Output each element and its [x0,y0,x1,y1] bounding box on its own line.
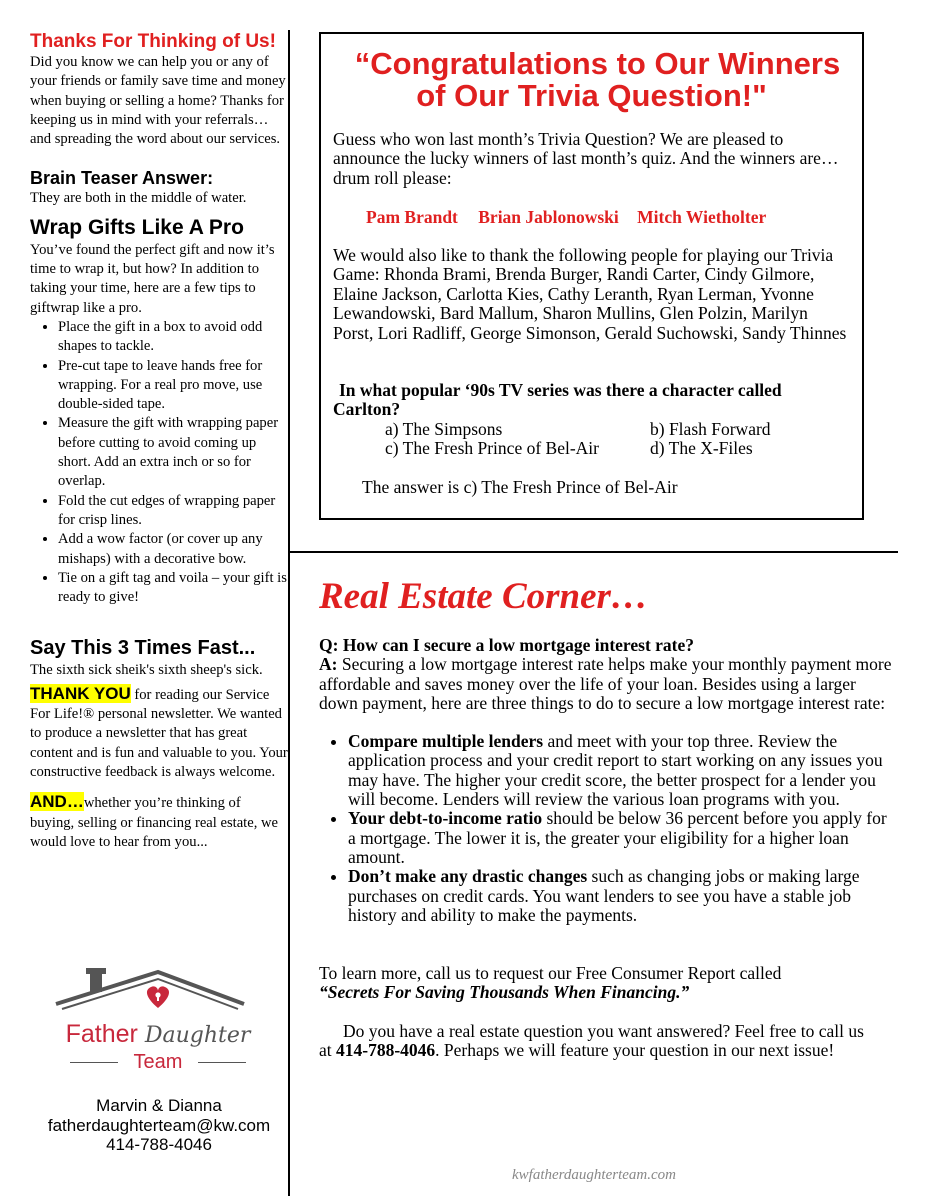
father-daughter-logo [48,962,268,1080]
contact-names: Marvin & Dianna [96,1096,222,1115]
trivia-option: a) The Simpsons [385,419,503,439]
contact-email[interactable]: fatherdaughterteam@kw.com [47,1115,271,1135]
list-item: • Don’t make any drastic changes such as changing jobs or making large purchases on credit cards. You want lenders to see you have a stable job history and ability to make the payments. [348,867,894,925]
trivia-box [319,32,864,520]
trivia-answer: The answer is c) The Fresh Prince of Bel-Air [362,477,678,497]
re-tips-list [319,732,894,925]
list-item: • Pre-cut tape to leave hands free for wrapping. For a real pro move, use double-sided tape. [58,357,288,415]
say-fast-title: Say This 3 Times Fast... [30,637,256,660]
thank-you-highlight: THANK YOU [30,683,131,703]
and-highlight: AND… [30,792,84,812]
thank-you-paragraph: THANK YOU for reading our Service For Life!® personal newsletter. We wanted to produce a newsletter that has great content and is fun and valuable to you. Your constructive feedback is always welcome. [30,683,288,780]
contact-phone[interactable]: 414-788-4046 [106,1135,212,1154]
section-divider [290,551,898,553]
sidebar [30,30,288,852]
list-item: • Fold the cut edges of wrapping paper for crisp lines. [58,492,288,531]
real-estate-title: Real Estate Corner… [319,576,648,617]
list-item: • Measure the gift with wrapping paper before cutting to avoid coming up short. Add an extra inch or so for overlap. [58,414,288,491]
brain-teaser-answer: They are both in the middle of water. [30,190,247,207]
re-phone[interactable]: 414-788-4046 [336,1040,436,1061]
logo-team-row [48,1051,268,1073]
wrap-tips-list [30,318,288,607]
trivia-option: c) The Fresh Prince of Bel-Air [385,438,599,459]
winner-name: Brian Jablonowski [478,207,619,227]
brain-teaser-title: Brain Teaser Answer: [30,168,214,189]
re-question-prompt: Do you have a real estate question you want answered? Feel free to call us at 414-788-4046. Perhaps we will feature your question in our next issue! [319,1020,864,1061]
trivia-question: In what popular ‘90s TV series was there a character called Carlton? [333,380,782,420]
list-item: • Tie on a gift tag and voila – your gift is ready to give! [58,569,288,608]
list-item: • Compare multiple lenders and meet with your top three. Review the application process and your credit report to start working on any issues you may have. The higher your credit score, the better prospect for a lender you will become. Lenders will review the various loan programs with you. [348,732,894,809]
real-estate-body [319,636,894,1060]
list-item: • Place the gift in a box to avoid odd shapes to tackle. [58,318,288,357]
contact-block [30,1096,288,1155]
logo-team: Team [133,1051,183,1073]
re-question: Q: How can I secure a low mortgage interest rate? [319,635,695,655]
logo-title: Father Daughter [65,1020,251,1048]
trivia-title: “Congratulations to Our Winners of Our Trivia Question!" [354,46,841,113]
winner-name: Pam Brandt [366,207,458,227]
say-fast-body: The sixth sick sheik's sixth sheep's sick. [30,662,263,679]
winner-name: Mitch Wietholter [637,207,767,227]
trivia-option: d) The X-Files [650,438,753,459]
trivia-options [385,420,845,459]
trivia-option: b) Flash Forward [650,419,771,439]
winners-list [366,207,766,228]
and-paragraph: AND…whether you’re thinking of buying, selling or financing real estate, we would love to hear from you... [30,792,279,850]
trivia-intro: Guess who won last month’s Trivia Question? We are pleased to announce the lucky winners of last month’s quiz. And the winners are…drum roll please: [333,129,839,188]
trivia-thanks: We would also like to thank the following people for playing our Trivia Game: Rhonda Brami, Brenda Burger, Randi Carter, Cindy Gilmore, Elaine Jackson, Carlotta Kies, Cathy Leranth, Ryan Lerman, Yvonne Lewandowski, Bard Mallum, Sharon Mullins, Glen Polzin, Marilyn Porst, Lori Radliff, George Simonson, Gerald Suchowski, Sandy Thinnes [333,245,847,343]
thanks-title: Thanks For Thinking of Us! [30,31,276,52]
footer-website[interactable]: kwfatherdaughterteam.com [512,1167,676,1183]
wrap-gifts-intro: You’ve found the perfect gift and now it’s time to wrap it, but how? In addition to taking your time, here are a few tips to giftwrap like a pro. [30,241,275,316]
house-heart-icon [48,962,268,1022]
list-item: • Add a wow factor (or cover up any mishaps) with a decorative bow. [58,530,288,569]
column-divider [288,30,290,1196]
re-learn-more: To learn more, call us to request our Free Consumer Report called “Secrets For Saving Thousands When Financing.” [319,963,782,1003]
wrap-gifts-title: Wrap Gifts Like A Pro [30,215,244,239]
list-item: • Your debt-to-income ratio should be below 36 percent before you apply for a mortgage. The lower it is, the greater your eligibility for a higher loan amount. [348,809,894,867]
thanks-body: Did you know we can help you or any of your friends or family save time and money when buying or selling a home? Thanks for keeping us in mind with your referrals…and spreading the word about our services. [30,54,286,148]
re-answer: A: Securing a low mortgage interest rate helps make your monthly payment more affordable and saves money over the life of your loan. Besides using a larger down payment, here are three things to do to secure a low mortgage interest rate: [319,654,892,713]
